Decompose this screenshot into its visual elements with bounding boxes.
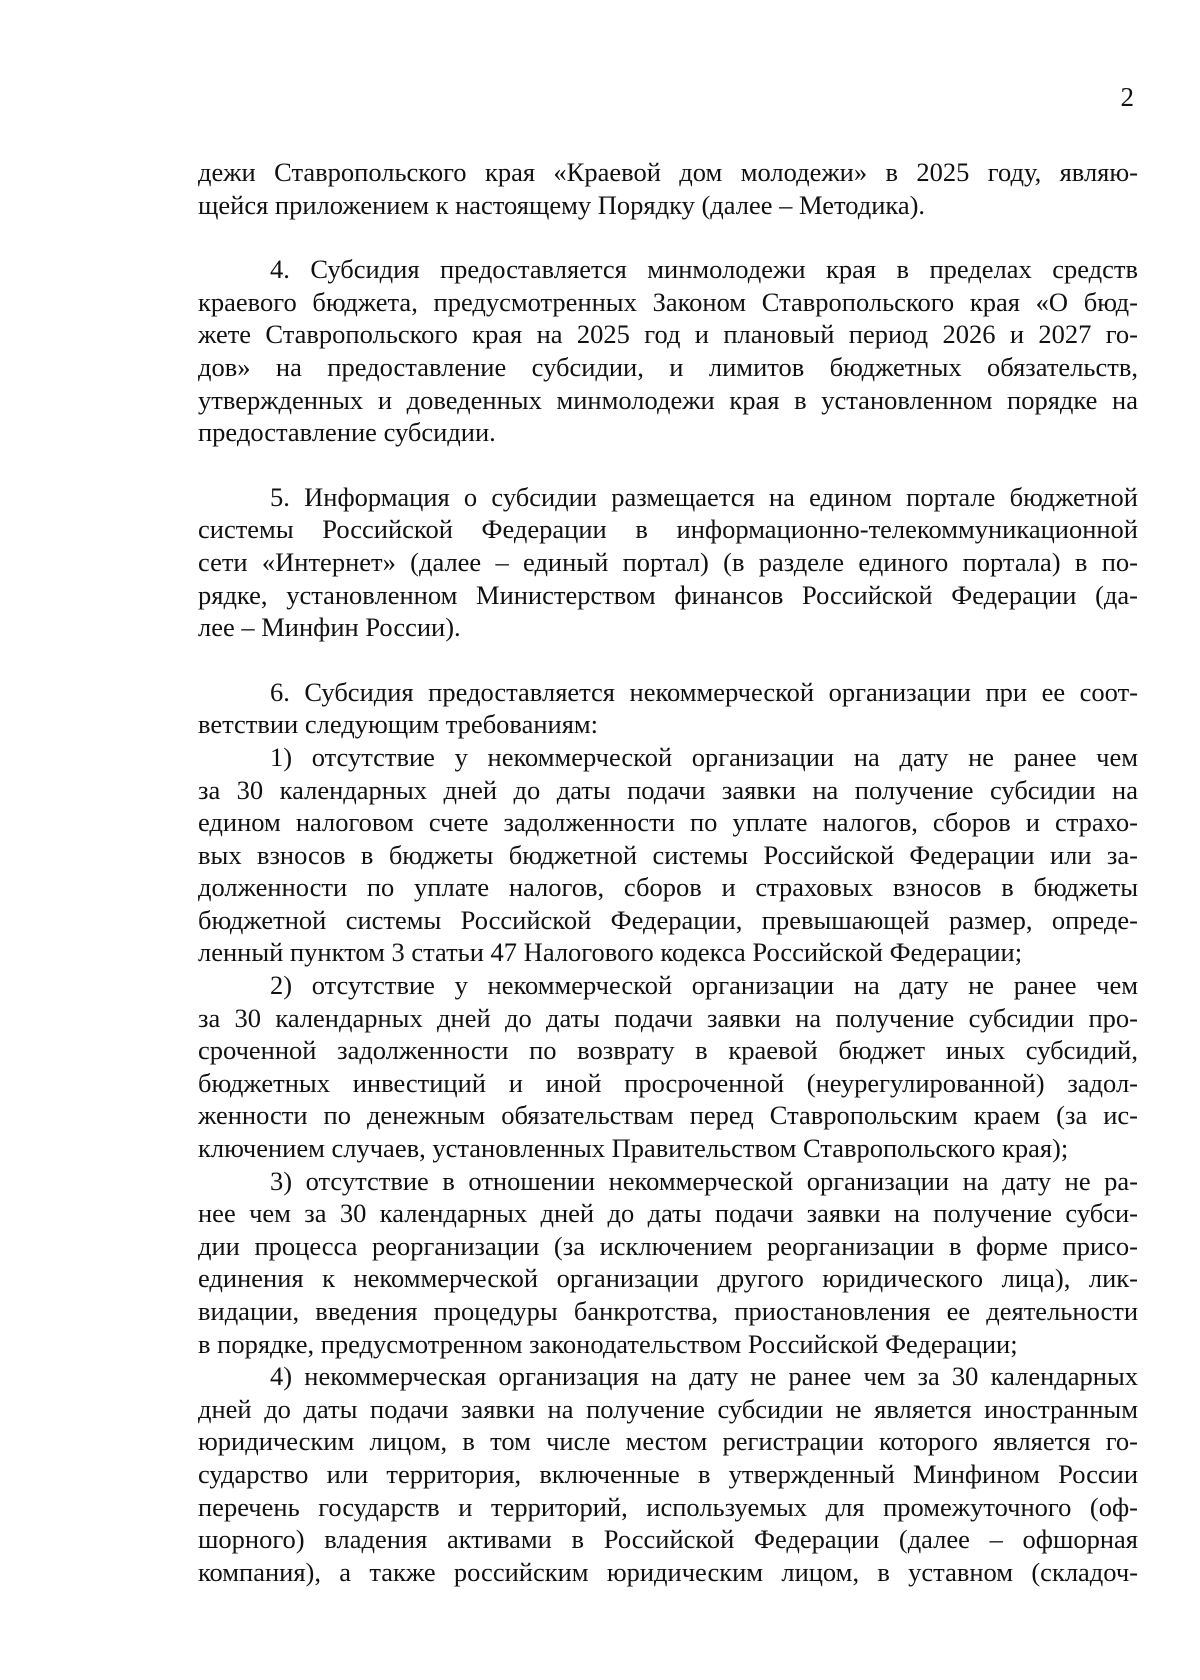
text-line: за 30 календарных дней до даты подачи заявки на получение субсидии про- — [198, 1002, 1138, 1033]
document-body — [198, 156, 1138, 1588]
text-line: единения к некоммерческой организации другого юридического лица), лик- — [198, 1263, 1138, 1294]
paragraph-p6_2 — [198, 969, 1138, 1165]
text-line: шорного) владения активами в Российской Федерации (далее – офшорная — [198, 1524, 1138, 1555]
text-line: предоставление субсидии. — [198, 417, 496, 448]
text-line: жете Ставропольского края на 2025 год и плановый период 2026 и 2027 го- — [198, 319, 1138, 350]
text-line: сроченной задолженности по возврату в краевой бюджет иных субсидий, — [198, 1035, 1138, 1066]
text-line: сударство или территория, включенные в утвержденный Минфином России — [198, 1458, 1138, 1489]
text-line: видации, введения процедуры банкротства, приостановления ее деятельности — [198, 1296, 1138, 1326]
text-line: дней до даты подачи заявки на получение субсидии не является иностранным — [198, 1393, 1138, 1424]
text-line: системы Российской Федерации в информационно-телекоммуникационной — [198, 514, 1138, 545]
text-line: перечень государств и территорий, используемых для промежуточного (оф- — [198, 1491, 1138, 1522]
text-line: рядке, установленном Министерством финансов Российской Федерации (да- — [198, 579, 1138, 610]
paragraph-p6_1 — [198, 741, 1138, 969]
paragraph-p6 — [198, 676, 1138, 741]
text-line: утвержденных и доведенных минмолодежи края в установленном порядке на — [198, 384, 1138, 415]
text-line: в порядке, предусмотренном законодательством Российской Федерации; — [198, 1328, 1018, 1359]
text-line: 1) отсутствие у некоммерческой организации на дату не ранее чем — [270, 741, 1138, 772]
text-line: ключением случаев, установленных Правительством Ставропольского края); — [198, 1133, 1069, 1164]
text-line: ленный пунктом 3 статьи 47 Налогового кодекса Российской Федерации; — [198, 937, 1023, 968]
text-line: за 30 календарных дней до даты подачи заявки на получение субсидии на — [198, 774, 1138, 805]
text-line: сети «Интернет» (далее – единый портал) (в разделе единого портала) в по- — [198, 546, 1138, 577]
text-line: 4. Субсидия предоставляется минмолодежи края в пределах средств — [270, 254, 1138, 285]
text-line: бюджетной системы Российской Федерации, превышающей размер, опреде- — [198, 904, 1138, 935]
text-line: женности по денежным обязательствам перед Ставропольским краем (за ис- — [198, 1100, 1138, 1131]
text-line: дежи Ставропольского края «Краевой дом молодежи» в 2025 году, являю- — [198, 157, 1138, 187]
text-line: ветствии следующим требованиям: — [198, 709, 599, 740]
text-line: долженности по уплате налогов, сборов и страховых взносов в бюджеты — [198, 872, 1138, 903]
paragraph-p5 — [198, 481, 1138, 644]
text-line: 3) отсутствие в отношении некоммерческой организации на дату не ра- — [270, 1165, 1138, 1196]
text-line: дов» на предоставление субсидии, и лимитов бюджетных обязательств, — [198, 351, 1138, 382]
text-line: нее чем за 30 календарных дней до даты подачи заявки на получение субси- — [198, 1198, 1138, 1229]
text-line: 2) отсутствие у некоммерческой организации на дату не ранее чем — [270, 970, 1138, 1001]
paragraph-p0 — [198, 156, 1138, 221]
text-line: 6. Субсидия предоставляется некоммерческой организации при ее соот- — [270, 676, 1138, 707]
text-line: лее – Минфин России). — [198, 612, 461, 643]
text-line: юридическим лицом, в том числе местом регистрации которого является го- — [198, 1426, 1138, 1457]
text-line: компания), а также российским юридическим лицом, в уставном (складоч- — [198, 1556, 1138, 1587]
paragraph-p6_3 — [198, 1165, 1138, 1361]
text-line: бюджетных инвестиций и иной просроченной (неурегулированной) задол- — [198, 1067, 1138, 1098]
paragraph-p4 — [198, 253, 1138, 449]
paragraph-p6_4 — [198, 1360, 1138, 1588]
text-line: дии процесса реорганизации (за исключением реорганизации в форме присо- — [198, 1230, 1138, 1261]
text-line: вых взносов в бюджеты бюджетной системы Российской Федерации или за- — [198, 839, 1138, 870]
page-number: 2 — [1120, 82, 1134, 112]
text-line: краевого бюджета, предусмотренных Законом Ставропольского края «О бюд- — [198, 286, 1138, 317]
text-line: щейся приложением к настоящему Порядку (далее – Методика). — [198, 189, 926, 220]
text-line: 5. Информация о субсидии размещается на едином портале бюджетной — [270, 481, 1138, 512]
text-line: 4) некоммерческая организация на дату не ранее чем за 30 календарных — [270, 1361, 1138, 1392]
text-line: едином налоговом счете задолженности по уплате налогов, сборов и страхо- — [198, 807, 1138, 838]
